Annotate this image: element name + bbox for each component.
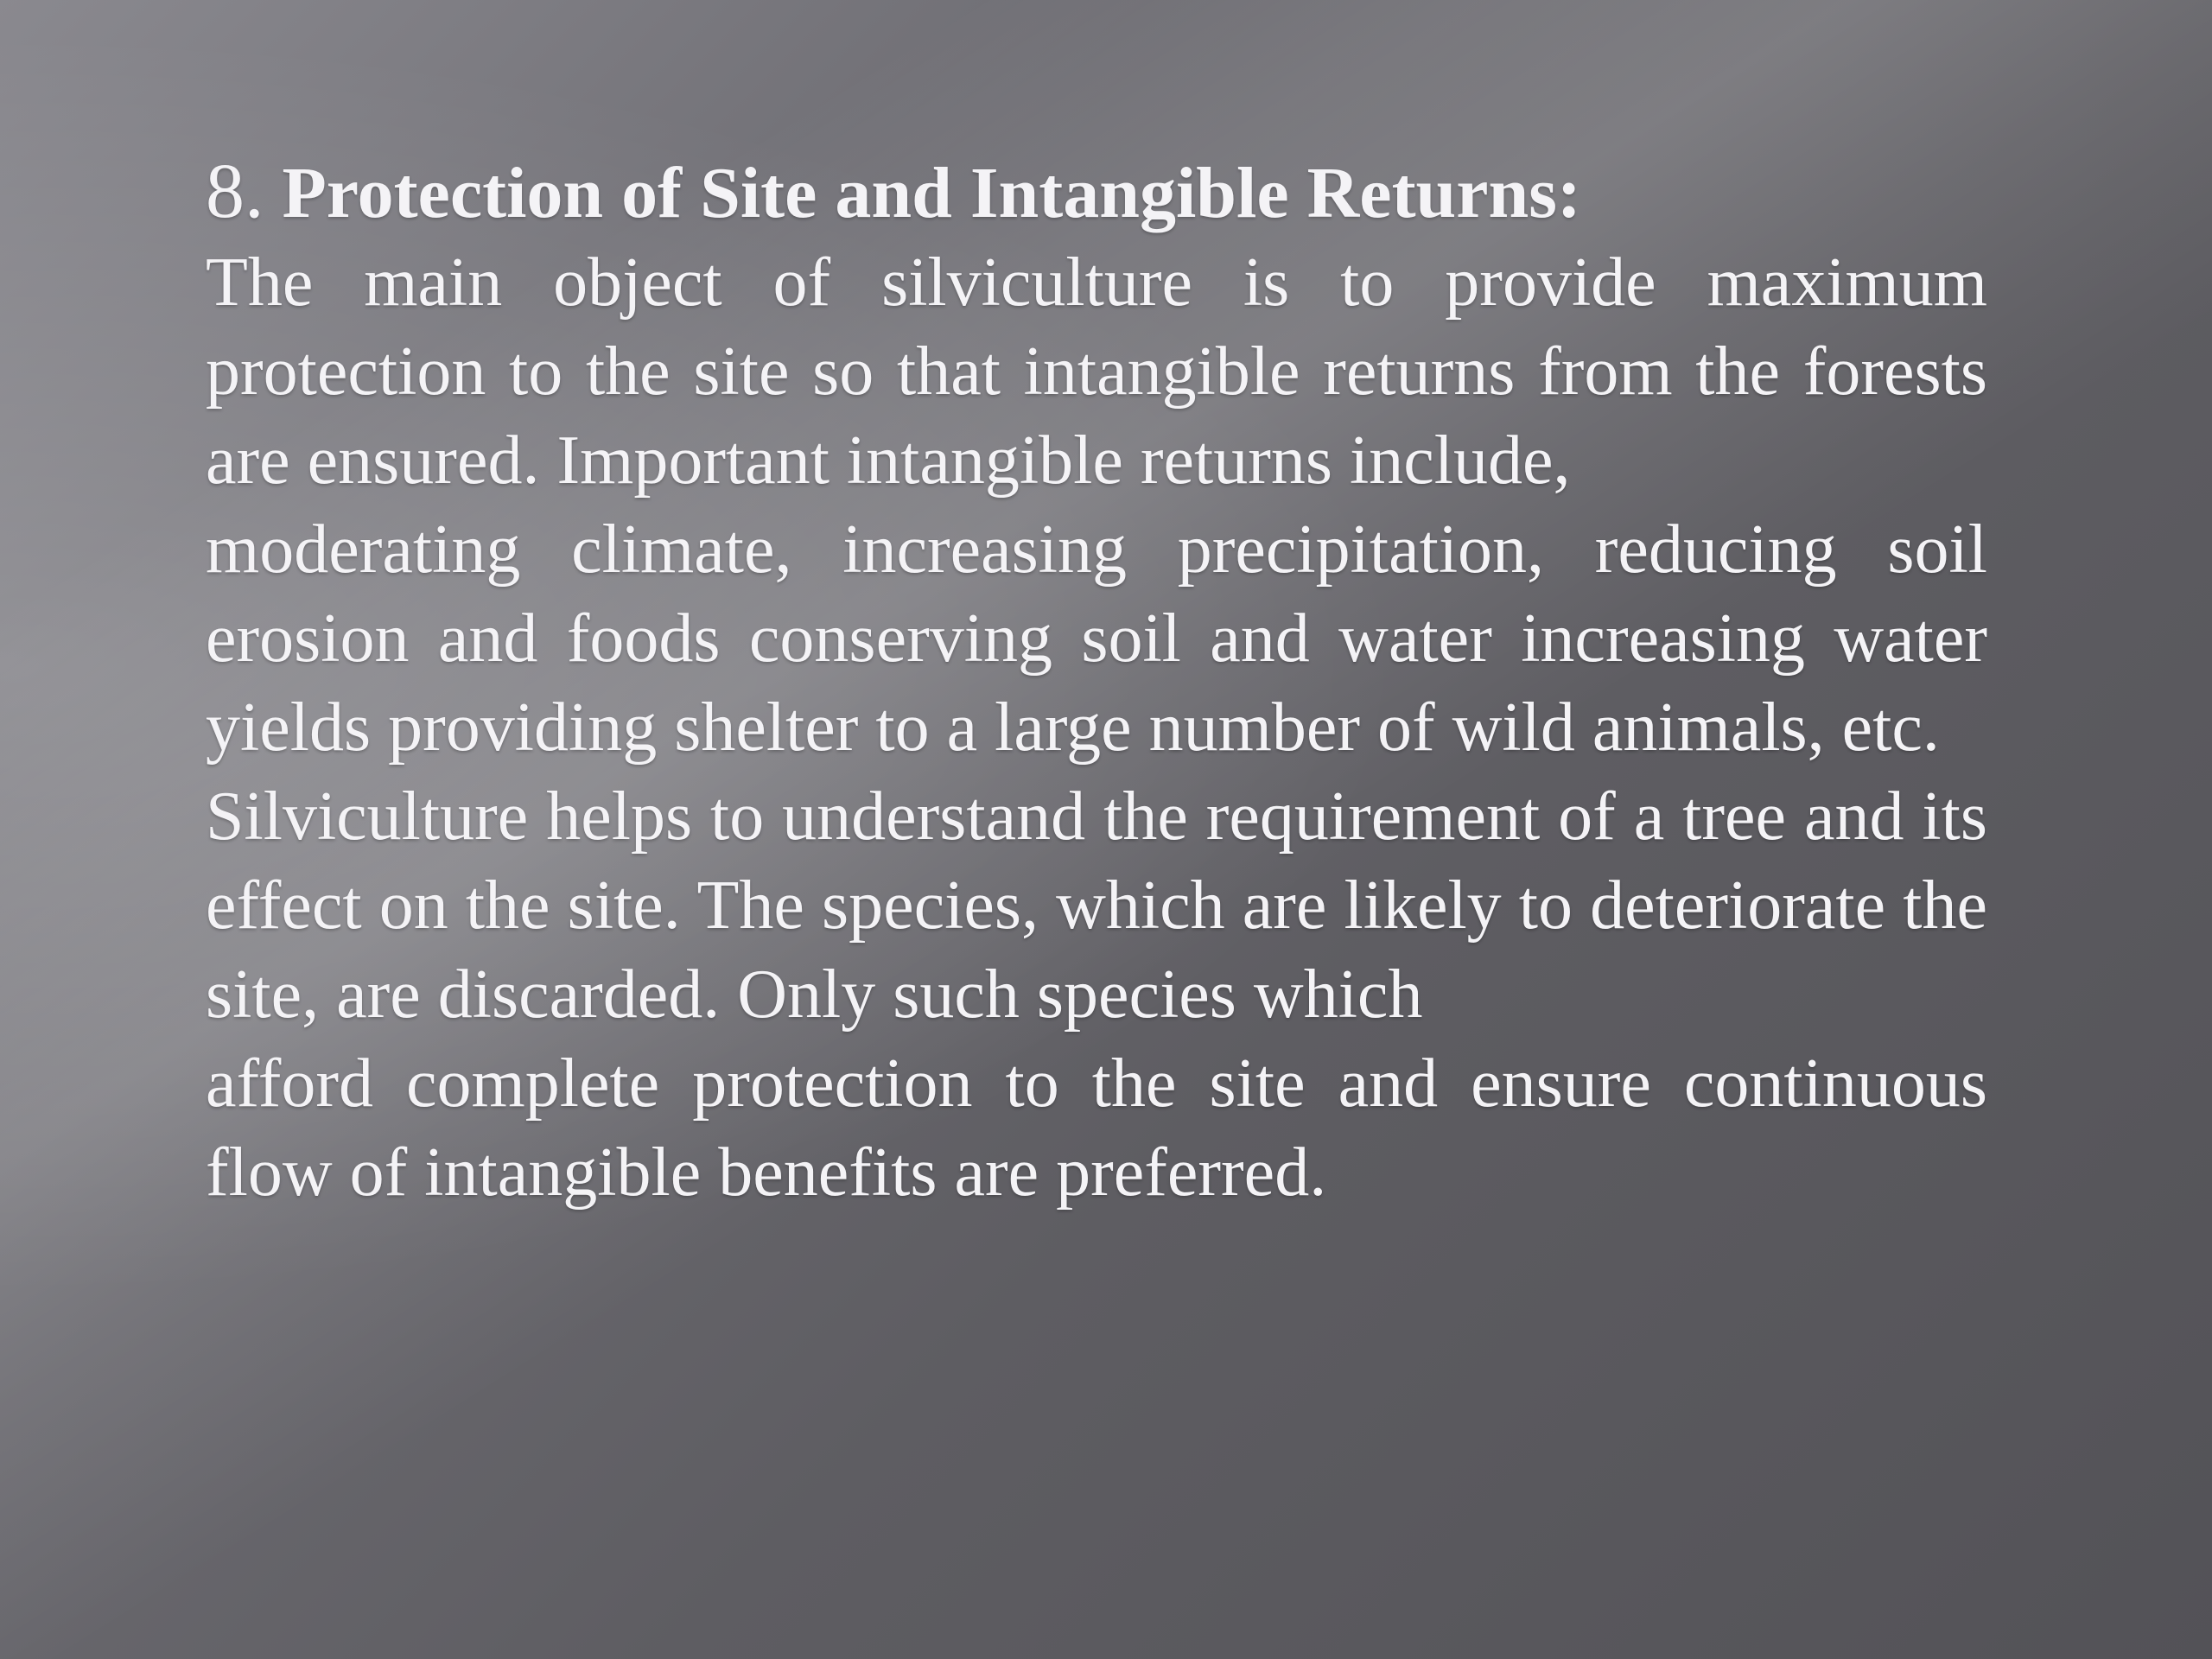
slide-heading: [206, 147, 1987, 238]
paragraph-4: afford complete protection to the site and ensure continuous flow of intangible benefits are preferred.: [206, 1046, 1987, 1211]
heading-text: Protection of Site and Intangible Returns:: [264, 153, 1581, 233]
paragraph-1: The main object of silviculture is to provide maximum protection to the site so that intangible returns from the forests are ensured. Important intangible returns include,: [206, 245, 1987, 499]
slide-content: [206, 147, 1987, 1217]
paragraph-3: Silviculture helps to understand the requirement of a tree and its effect on the site. The species, which are likely to deteriorate the site, are discarded. Only such species which: [206, 779, 1987, 1033]
heading-number: 8.: [206, 149, 264, 234]
paragraph-2: moderating climate, increasing precipitation, reducing soil erosion and foods conserving soil and water increasing water yields providing shelter to a large number of wild animals, etc.: [206, 512, 1987, 766]
